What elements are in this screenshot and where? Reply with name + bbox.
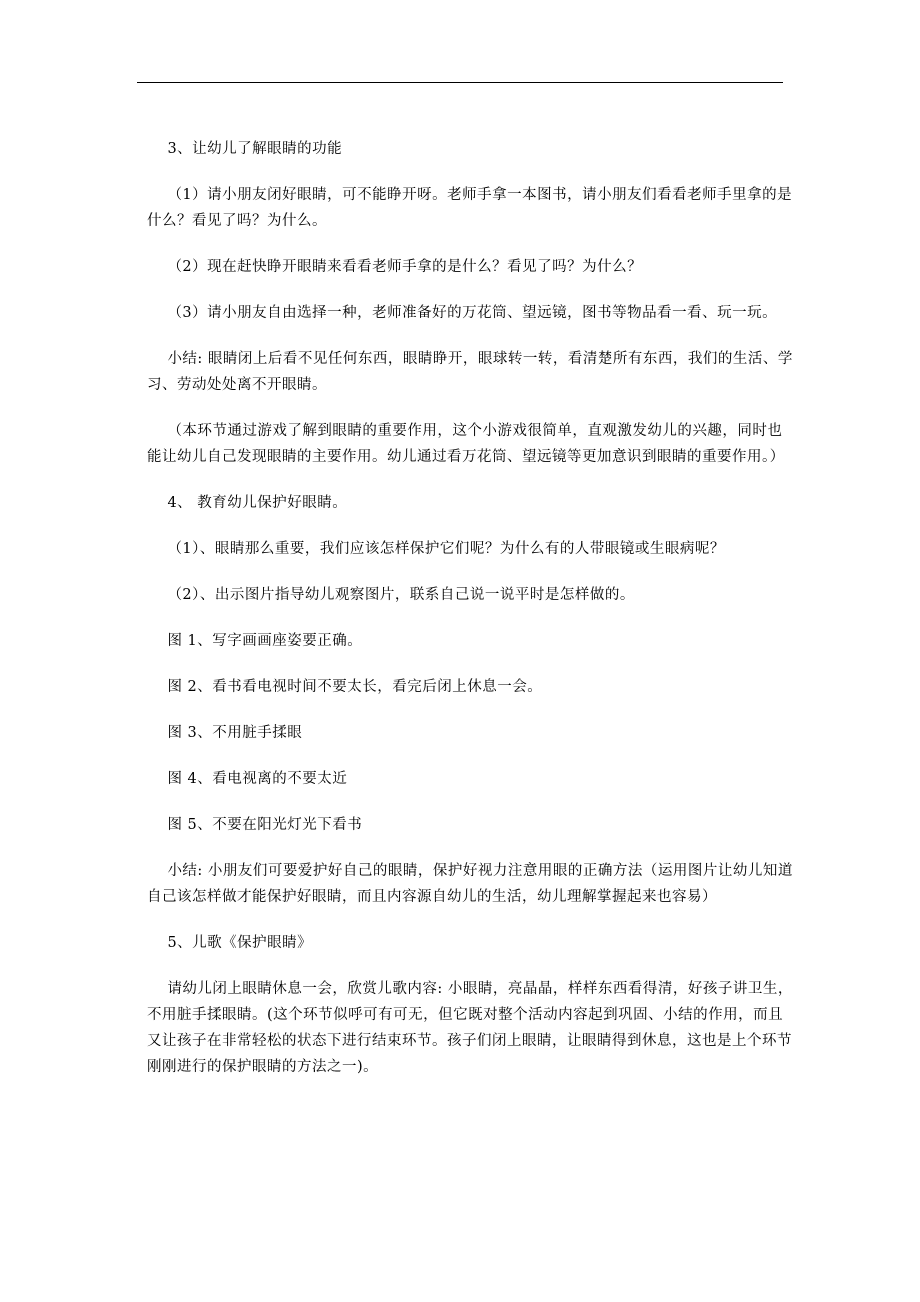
header-rule	[137, 82, 783, 83]
paragraph-3-3: （3）请小朋友自由选择一种，老师准备好的万花筒、望远镜，图书等物品看一看、玩一玩。	[147, 305, 778, 321]
note-3: （本环节通过游戏了解到眼睛的重要作用，这个小游戏很简单，直观激发幼儿的兴趣，同时也能让幼儿自己发现眼睛的主要作用。幼儿通过看万花筒、望远镜等更加意识到眼睛的重要作用。）	[147, 423, 785, 465]
section-5-heading: 5、儿歌《保护眼睛》	[147, 935, 313, 951]
summary-3: 小结: 眼睛闭上后看不见任何东西，眼睛睁开，眼球转一转，看清楚所有东西，我们的生活、学习、劳动处处离不开眼睛。	[147, 351, 793, 393]
paragraph-3-1: （1）请小朋友闭好眼睛，可不能睁开呀。老师手拿一本图书，请小朋友们看看老师手里拿的是什么？看见了吗？为什么。	[147, 187, 793, 229]
document-body	[147, 136, 797, 1080]
paragraph-5-1: 请幼儿闭上眼睛休息一会，欣赏儿歌内容: 小眼睛，亮晶晶，样样东西看得清，好孩子讲卫生，不用脏手揉眼睛。(这个环节似呼可有可无，但它既对整个活动内容起到巩固、小结的作用，而且又让孩子在非常轻松的状态下进行结束环节。孩子们闭上眼睛，让眼睛得到休息，这也是上个环节刚刚进行的保护眼睛的方法之一)。	[147, 981, 793, 1075]
paragraph-4-1: （1）、眼睛那么重要，我们应该怎样保护它们呢？为什么有的人带眼镜或生眼病呢？	[147, 541, 725, 557]
figure-item-2: 图 2、看书看电视时间不要太长，看完后闭上休息一会。	[147, 679, 543, 695]
summary-4: 小结: 小朋友们可要爱护好自己的眼睛，保护好视力注意用眼的正确方法（运用图片让幼儿知道自己该怎样做才能保护好眼睛，而且内容源自幼儿的生活，幼儿理解掌握起来也容易）	[147, 863, 793, 905]
paragraph-3-2: （2）现在赶快睁开眼睛来看看老师手拿的是什么？看见了吗？为什么？	[147, 259, 643, 275]
figure-item-1: 图 1、写字画画座姿要正确。	[147, 633, 363, 649]
figure-item-3: 图 3、不用脏手揉眼	[147, 725, 303, 741]
section-3-heading: 3、让幼儿了解眼睛的功能	[147, 141, 343, 157]
figure-item-4: 图 4、看电视离的不要太近	[147, 771, 348, 787]
section-4-heading: 4、 教育幼儿保护好眼睛。	[147, 495, 348, 511]
paragraph-4-2: （2）、出示图片指导幼儿观察图片，联系自己说一说平时是怎样做的。	[147, 587, 635, 603]
figure-item-5: 图 5、不要在阳光灯光下看书	[147, 817, 363, 833]
